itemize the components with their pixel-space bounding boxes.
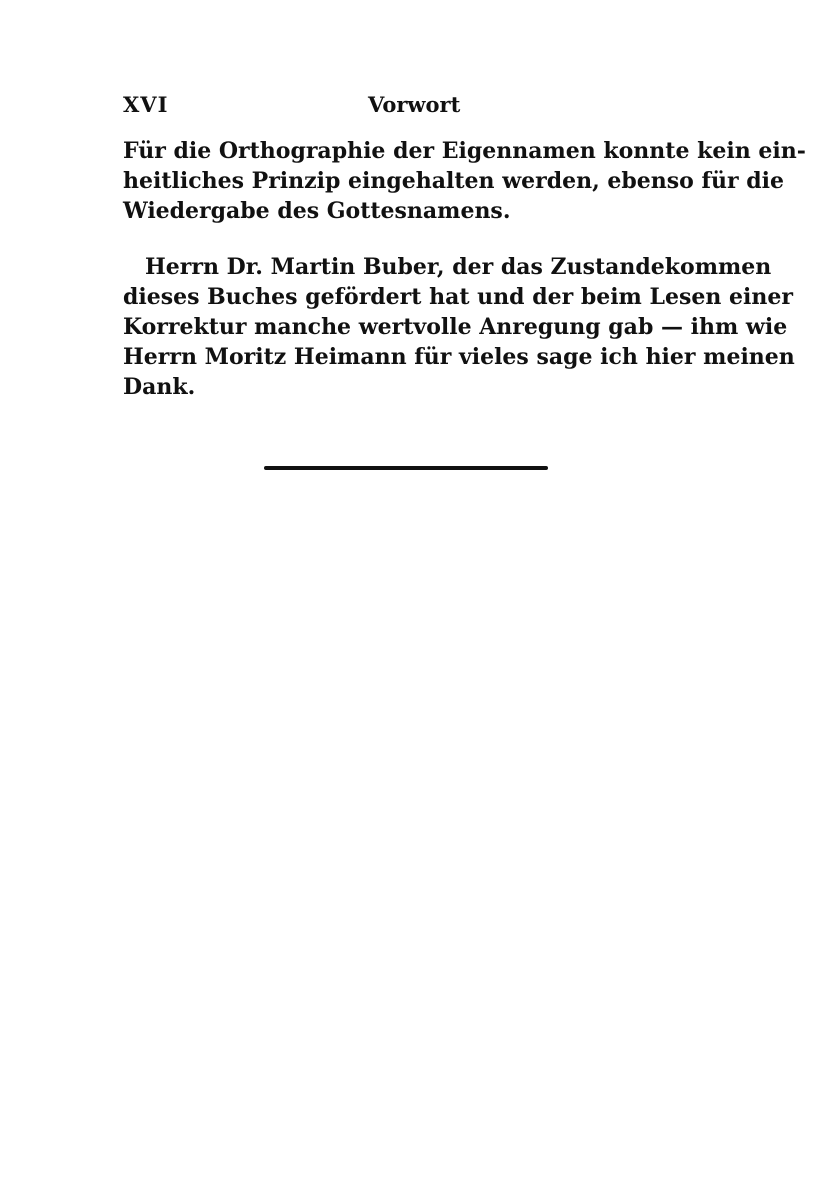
text-line: Wiedergabe des Gottesnamens. bbox=[123, 198, 511, 224]
text-line: Herrn Moritz Heimann für vieles sage ich hier meinen bbox=[123, 344, 795, 370]
running-head: Vorwort bbox=[368, 92, 461, 117]
page-number: XVI bbox=[123, 92, 169, 117]
paragraph-acknowledgement bbox=[123, 252, 795, 402]
text-line: Korrektur manche wertvolle Anregung gab — ihm wie bbox=[123, 314, 788, 340]
text-line: heitliches Prinzip eingehalten werden, ebenso für die bbox=[123, 168, 784, 194]
text-line: Für die Orthographie der Eigennamen konnte kein ein- bbox=[123, 138, 806, 164]
text-line: dieses Buches gefördert hat und der beim Lesen einer bbox=[123, 284, 793, 310]
text-line: Herrn Dr. Martin Buber, der das Zustandekommen bbox=[145, 254, 772, 280]
text-line: Dank. bbox=[123, 374, 196, 400]
paragraph-orthography bbox=[123, 136, 806, 226]
closing-rule bbox=[264, 466, 548, 470]
